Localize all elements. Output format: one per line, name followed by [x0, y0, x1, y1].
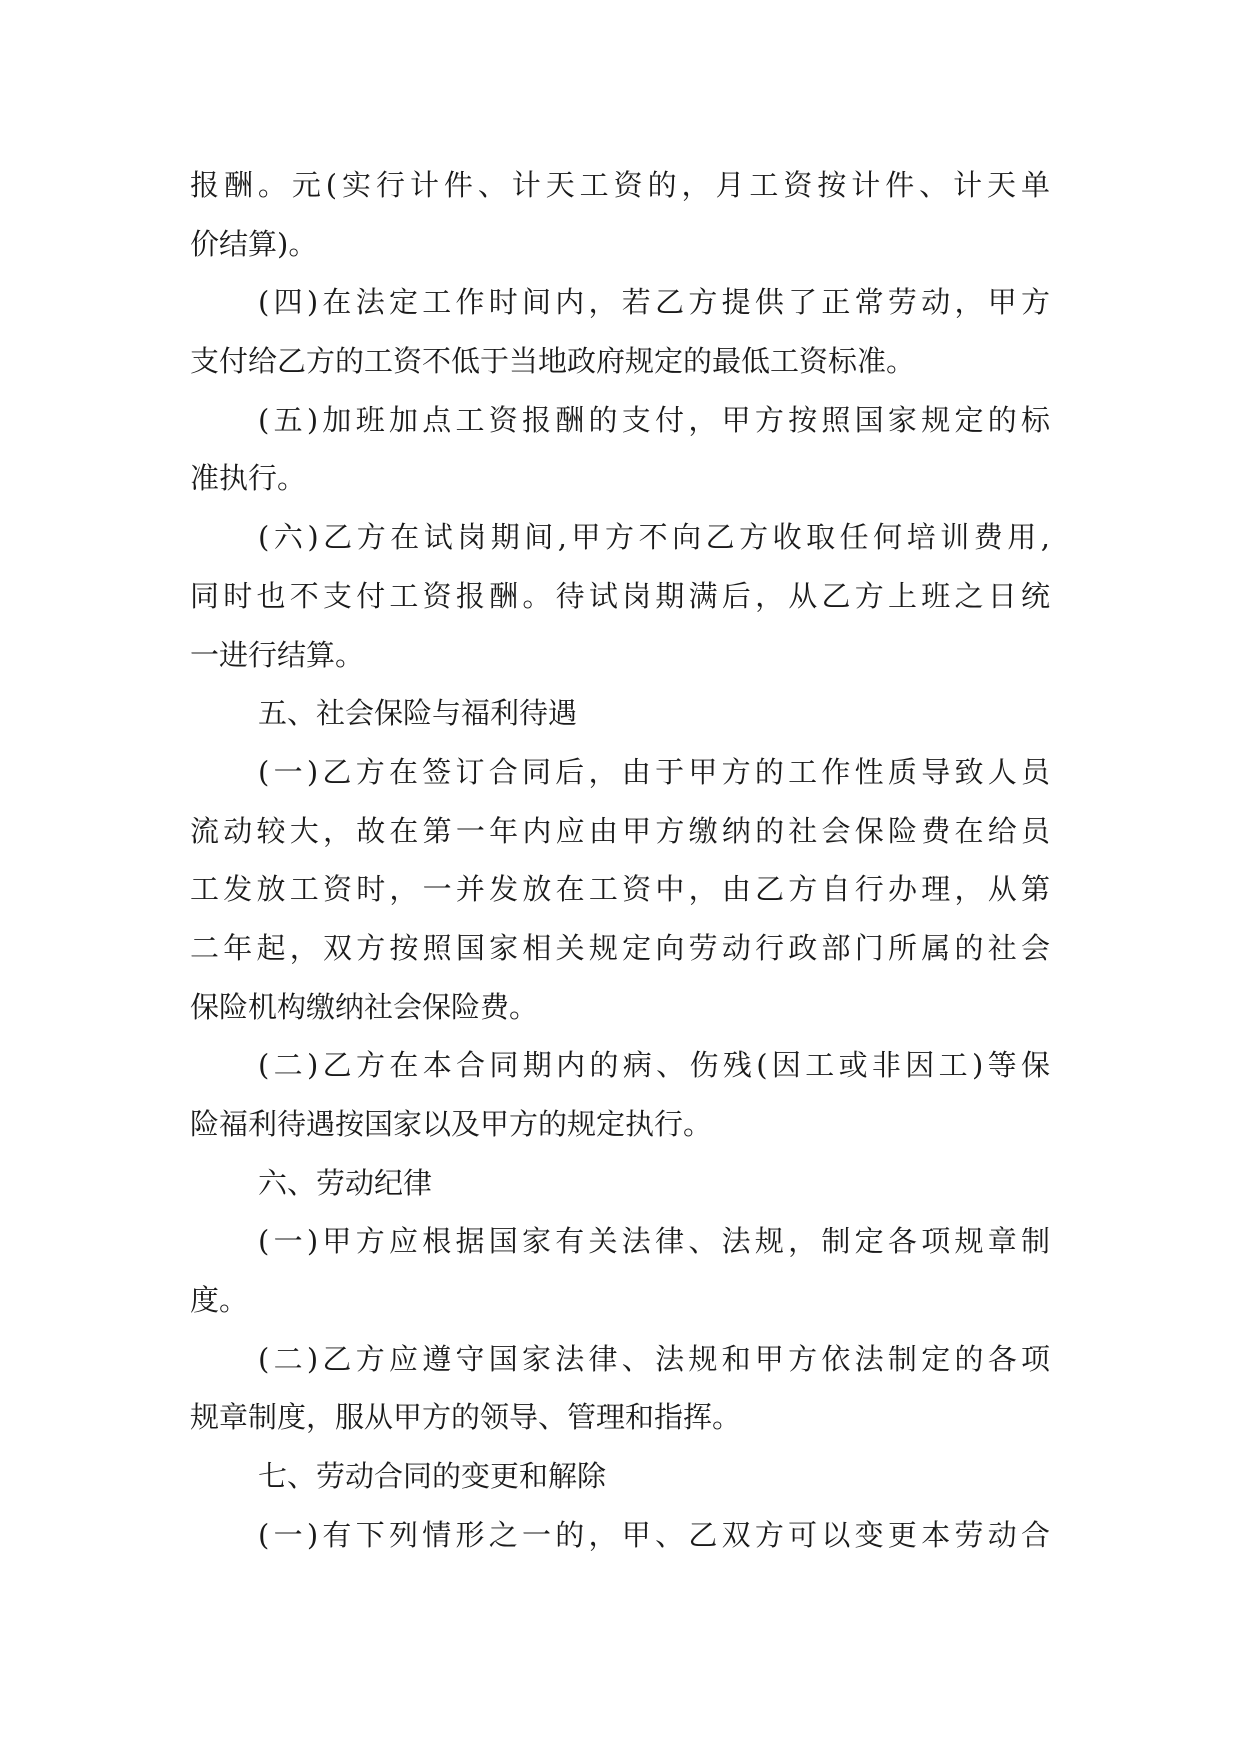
text-line: 六、劳动纪律	[258, 1165, 433, 1200]
text-line: 二年起，双方按照国家相关规定向劳动行政部门所属的社会	[190, 930, 1050, 965]
text-line: 工发放工资时，一并发放在工资中，由乙方自行办理，从第	[190, 872, 1050, 907]
text-line: 五、社会保险与福利待遇	[258, 696, 578, 731]
text-line: 规章制度，服从甲方的领导、管理和指挥。	[190, 1400, 742, 1435]
text-line: 险福利待遇按国家以及甲方的规定执行。	[190, 1107, 713, 1141]
text-line: 准执行。	[190, 461, 307, 496]
text-line: 价结算)。	[190, 226, 318, 261]
text-line: 支付给乙方的工资不低于当地政府规定的最低工资标准。	[190, 344, 916, 379]
text-line: (四)在法定工作时间内，若乙方提供了正常劳动，甲方	[258, 285, 1050, 320]
text-line: 同时也不支付工资报酬。待试岗期满后，从乙方上班之日统	[190, 578, 1050, 613]
text-line: (一)乙方在签订合同后，由于甲方的工作性质导致人员	[258, 754, 1050, 789]
text-line: (六)乙方在试岗期间,甲方不向乙方收取任何培训费用,	[258, 520, 1050, 555]
document-body	[190, 156, 1050, 1565]
text-line: (五)加班加点工资报酬的支付，甲方按照国家规定的标	[258, 402, 1050, 437]
text-line: (一)甲方应根据国家有关法律、法规，制定各项规章制	[258, 1224, 1050, 1259]
text-line: 度。	[190, 1283, 249, 1318]
text-line: 保险机构缴纳社会保险费。	[190, 989, 539, 1024]
text-line: 一进行结算。	[190, 637, 365, 672]
text-line: (二)乙方应遵守国家法律、法规和甲方依法制定的各项	[258, 1341, 1050, 1376]
text-line: (二)乙方在本合同期内的病、伤残(因工或非因工)等保	[258, 1048, 1050, 1083]
text-line: 流动较大，故在第一年内应由甲方缴纳的社会保险费在给员	[190, 813, 1050, 848]
text-line: 报酬。元(实行计件、计天工资的，月工资按计件、计天单	[190, 168, 1050, 202]
text-line: (一)有下列情形之一的，甲、乙双方可以变更本劳动合	[258, 1517, 1050, 1552]
text-line: 七、劳动合同的变更和解除	[258, 1459, 607, 1494]
